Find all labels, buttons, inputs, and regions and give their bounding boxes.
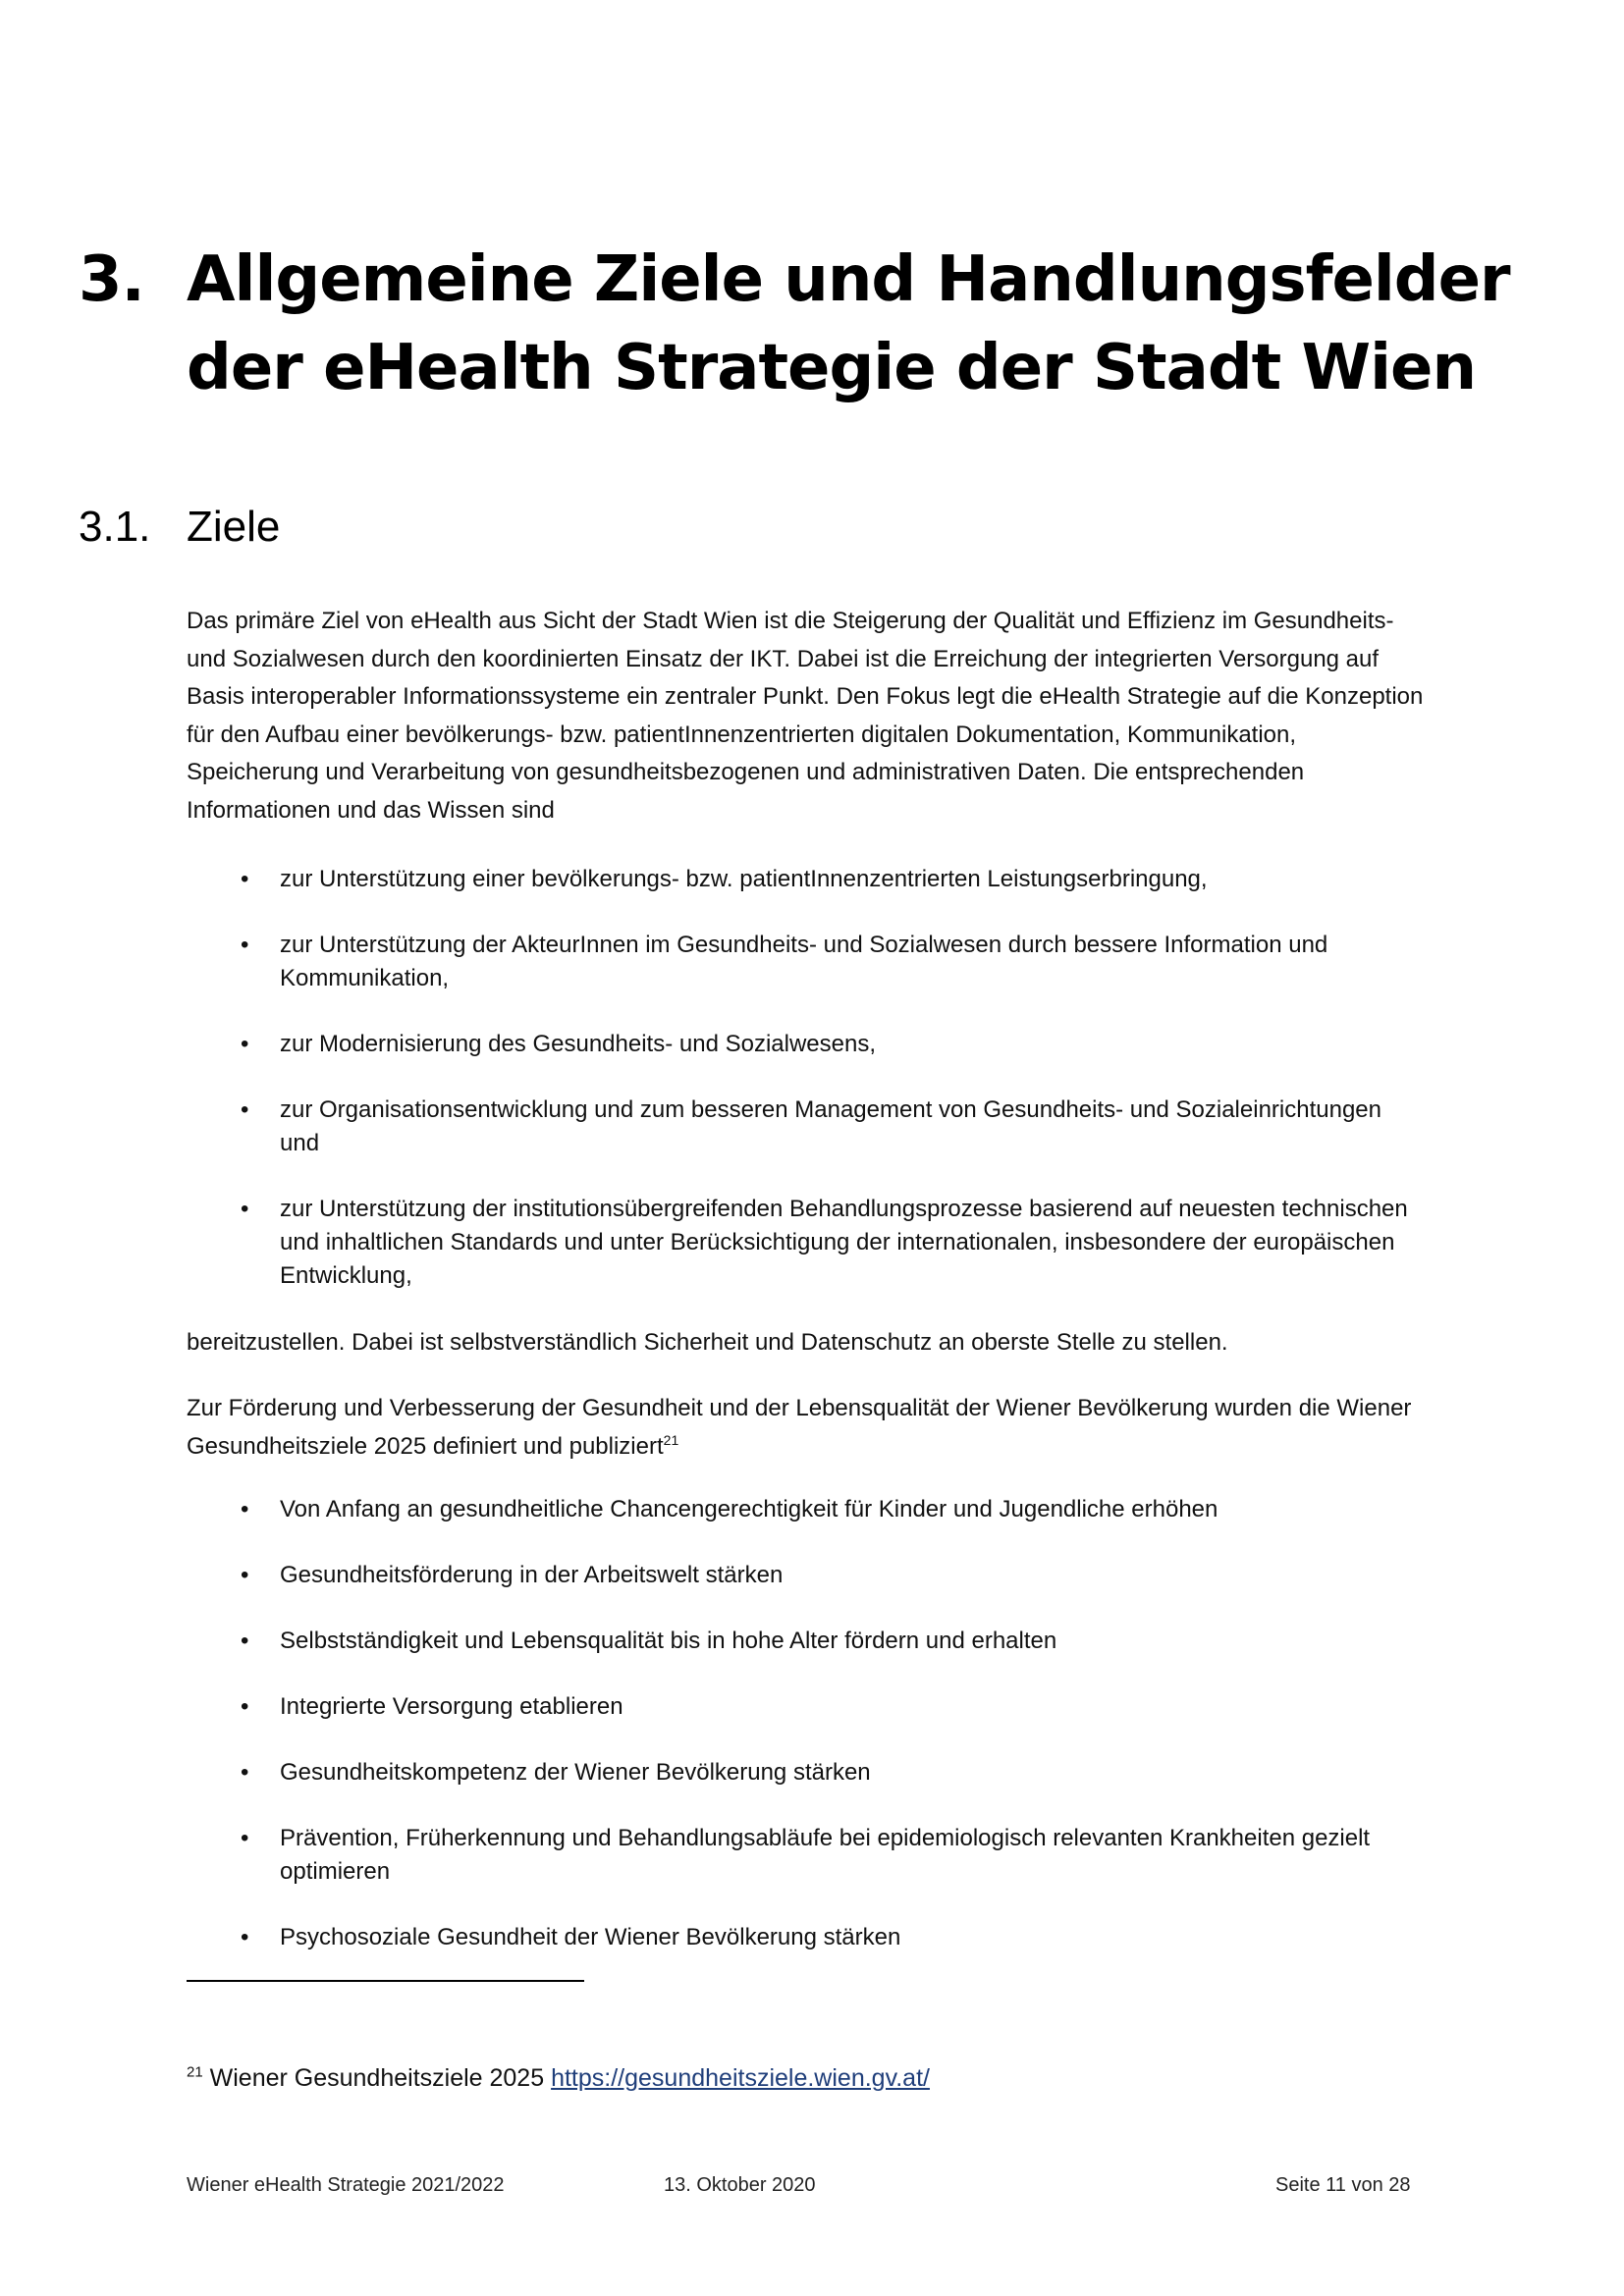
paragraph-line: für den Aufbau einer bevölkerungs- bzw. patientInnenzentrierten digitalen Dokumentation, Kommunikation, [187, 721, 1297, 748]
paragraph-line: Basis interoperabler Informationssysteme ein zentraler Punkt. Den Fokus legt die eHealth Strategie auf die Konzeption [187, 683, 1424, 710]
list-item-line: und [280, 1130, 320, 1156]
list-item-line: zur Organisationsentwicklung und zum besseren Management von Gesundheits- und Sozialeinrichtungen [280, 1096, 1381, 1123]
list-item-line: Gesundheitskompetenz der Wiener Bevölkerung stärken [280, 1759, 871, 1786]
list-item-line: zur Unterstützung der institutionsübergreifenden Behandlungsprozesse basierend auf neuesten technischen [280, 1196, 1408, 1222]
list-item-line: optimieren [280, 1858, 391, 1885]
list-item-line: Von Anfang an gesundheitliche Chancengerechtigkeit für Kinder und Jugendliche erhöhen [280, 1496, 1218, 1522]
list-item-line: Kommunikation, [280, 965, 450, 991]
section-number: 3.1. [79, 503, 151, 551]
list-item-line: Prävention, Früherkennung und Behandlungsabläufe bei epidemiologisch relevanten Krankheiten gezielt [280, 1825, 1371, 1851]
chapter-title-line: Allgemeine Ziele und Handlungsfelder [187, 243, 1510, 316]
bullet-icon: • [241, 932, 249, 958]
paragraph-line [187, 1428, 1463, 1467]
chapter-title [187, 236, 1542, 412]
bullet-icon: • [241, 1196, 249, 1222]
bullet-icon: • [241, 1496, 249, 1522]
paragraph-line: Das primäre Ziel von eHealth aus Sicht der Stadt Wien ist die Steigerung der Qualität und Effizienz im Gesundheits- [187, 608, 1394, 634]
bullet-icon: • [241, 1924, 249, 1950]
bullet-icon: • [241, 1628, 249, 1654]
footnote-number: 21 [187, 2063, 203, 2081]
list-item-line: Psychosoziale Gesundheit der Wiener Bevölkerung stärken [280, 1924, 901, 1950]
footnote-reference[interactable]: 21 [663, 1431, 679, 1448]
bullet-icon: • [241, 1759, 249, 1786]
goals-intro-paragraph [187, 1390, 1463, 1466]
footnote-separator [187, 1980, 584, 1982]
closing-paragraph [187, 1324, 1463, 1362]
footnote-text: Wiener Gesundheitsziele 2025 [209, 2064, 545, 2092]
footnote-link[interactable]: https://gesundheitsziele.wien.gv.at/ [551, 2064, 930, 2092]
intro-paragraph [187, 603, 1463, 829]
chapter-number: 3. [79, 243, 144, 316]
paragraph-line: bereitzustellen. Dabei ist selbstverständlich Sicherheit und Datenschutz an oberste Stelle zu stellen. [187, 1329, 1228, 1356]
bullet-icon: • [241, 1562, 249, 1588]
list-item-line: Gesundheitsförderung in der Arbeitswelt stärken [280, 1562, 784, 1588]
paragraph-line: Zur Förderung und Verbesserung der Gesundheit und der Lebensqualität der Wiener Bevölkerung wurden die Wiener [187, 1395, 1412, 1421]
paragraph-line: und Sozialwesen durch den koordinierten Einsatz der IKT. Dabei ist die Erreichung der integrierten Versorgung auf [187, 645, 1380, 672]
section-title: Ziele [187, 503, 281, 551]
bullet-icon: • [241, 1096, 249, 1123]
paragraph-line-text: Gesundheitsziele 2025 definiert und publiziert [187, 1432, 664, 1460]
footer-page-number: Seite 11 von 28 [1275, 2174, 1411, 2196]
bullet-icon: • [241, 1031, 249, 1057]
bullet-icon: • [241, 1825, 249, 1851]
bullet-icon: • [241, 866, 249, 892]
list-item-line: und inhaltlichen Standards und unter Berücksichtigung der internationalen, insbesondere der europäischen [280, 1229, 1395, 1255]
bullet-icon: • [241, 1693, 249, 1720]
footer-document-title: Wiener eHealth Strategie 2021/2022 [187, 2174, 505, 2196]
footnote [187, 2061, 930, 2095]
paragraph-line: Informationen und das Wissen sind [187, 796, 555, 824]
list-item-line: zur Modernisierung des Gesundheits- und Sozialwesens, [280, 1031, 876, 1057]
list-item-line: Selbstständigkeit und Lebensqualität bis in hohe Alter fördern und erhalten [280, 1628, 1057, 1654]
footer-date: 13. Oktober 2020 [664, 2174, 816, 2196]
list-item-line: zur Unterstützung der AkteurInnen im Gesundheits- und Sozialwesen durch bessere Information und [280, 932, 1328, 958]
list-item-line: Integrierte Versorgung etablieren [280, 1693, 623, 1720]
paragraph-line: Speicherung und Verarbeitung von gesundheitsbezogenen und administrativen Daten. Die entsprechenden [187, 759, 1305, 785]
list-item-line: Entwicklung, [280, 1262, 412, 1289]
chapter-title-line: der eHealth Strategie der Stadt Wien [187, 332, 1476, 404]
list-item-line: zur Unterstützung einer bevölkerungs- bzw. patientInnenzentrierten Leistungserbringung, [280, 866, 1208, 892]
